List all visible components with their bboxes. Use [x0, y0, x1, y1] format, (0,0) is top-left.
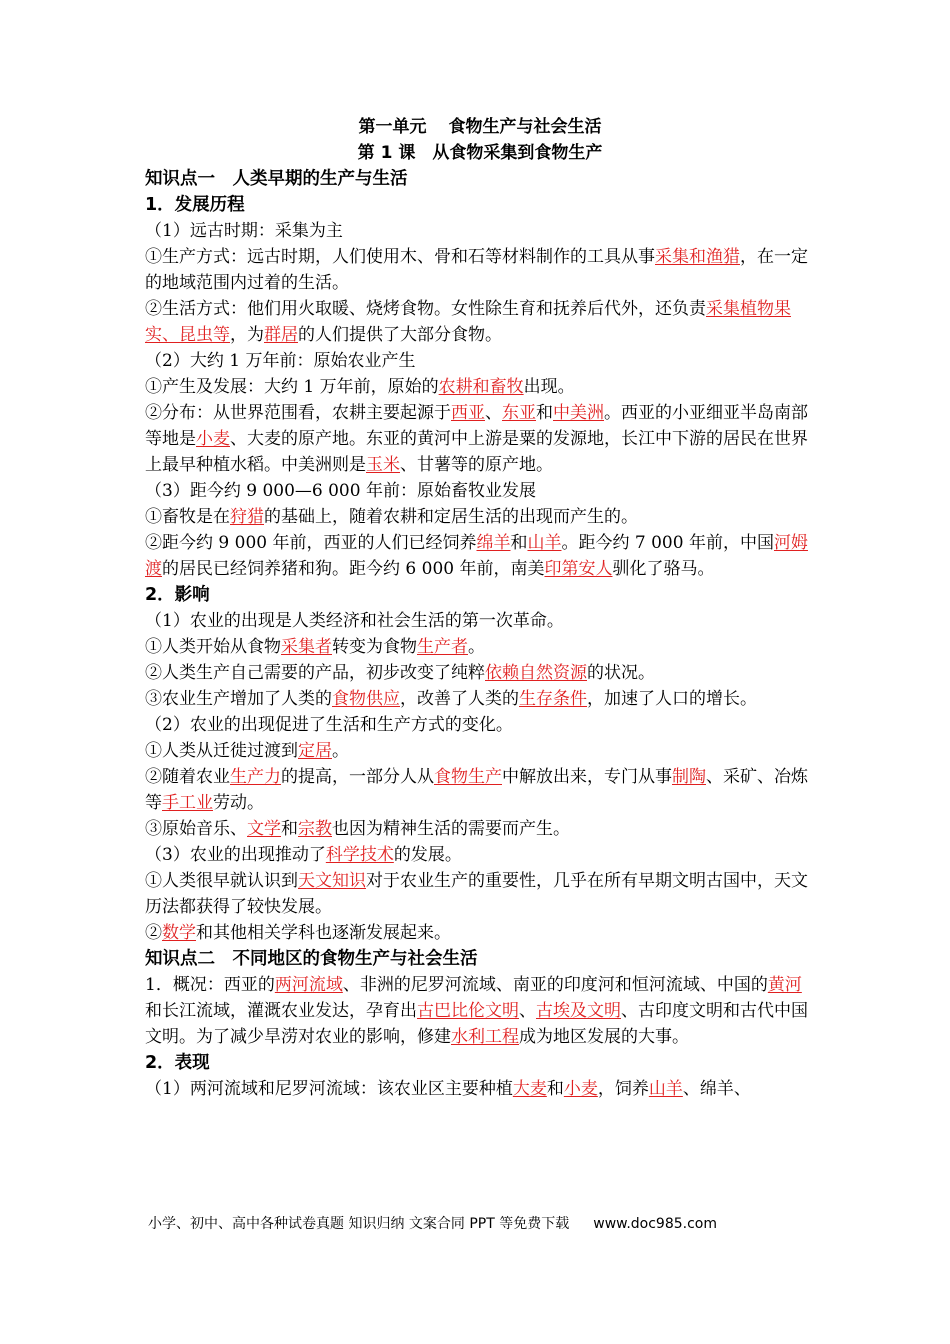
answer-text: 生产者	[417, 637, 468, 657]
footer-text: 小学、初中、高中各种试卷真题 知识归纳 文案合同 PPT 等免费下载	[148, 1216, 570, 1232]
paragraph	[145, 660, 815, 686]
answer-text: 黄河	[767, 975, 802, 995]
section-heading	[145, 582, 815, 608]
answer-text: 食物生产	[434, 767, 502, 787]
text-run: 、大麦的原产地。东亚的黄河中上游是粟的发源地，长江中下游的居民在世界上最早种植水稻。中美洲则是	[145, 429, 808, 475]
answer-text: 科学技术	[325, 845, 394, 865]
paragraph	[145, 868, 815, 920]
answer-text: 山羊	[527, 533, 562, 553]
text-run: 知识点二 不同地区的食物生产与社会生活	[145, 949, 478, 969]
unit-subtitle: 食物生产与社会生活	[448, 117, 602, 137]
document-body	[145, 166, 815, 1102]
text-run: ②分布：从世界范围看，农耕主要起源于	[145, 403, 451, 423]
text-run: ①生产方式：远古时期，人们使用木、骨和石等材料制作的工具从事	[145, 247, 655, 267]
answer-text: 采集植物果实、昆虫等	[145, 299, 791, 345]
answer-text: 西亚	[451, 403, 485, 423]
text-run: ①人类开始从食物	[145, 637, 281, 657]
answer-text: 绵羊	[476, 533, 511, 553]
footer-site[interactable]: www.doc985.com	[593, 1216, 717, 1232]
text-run: ，加速了人口的增长。	[587, 689, 757, 709]
text-run: 和其他相关学科也逐渐发展起来。	[196, 923, 451, 943]
paragraph	[145, 686, 815, 712]
text-run: 劳动。	[213, 793, 264, 813]
answer-text: 小麦	[196, 429, 230, 449]
paragraph	[145, 712, 815, 738]
text-run: 和长江流域，灌溉农业发达，孕育出	[145, 1001, 417, 1021]
text-run: ①人类从迁徙过渡到	[145, 741, 298, 761]
text-run: ②生活方式：他们用火取暖、烧烤食物。女性除生育和抚养后代外，还负责	[145, 299, 706, 319]
answer-text: 水利工程	[451, 1027, 519, 1047]
text-run: 1．发展历程	[145, 195, 245, 215]
paragraph	[145, 218, 815, 244]
text-run: （3）农业的出现推动了	[145, 845, 326, 865]
answer-text: 群居	[264, 325, 298, 345]
paragraph	[145, 504, 815, 530]
text-run: ，改善了人类的	[400, 689, 519, 709]
text-run: 也因为精神生活的需要而产生。	[332, 819, 570, 839]
answer-text: 古埃及文明	[536, 1001, 621, 1021]
answer-text: 古巴比伦文明	[417, 1001, 519, 1021]
text-run: 、甘薯等的原产地。	[400, 455, 553, 475]
answer-text: 手工业	[162, 793, 213, 813]
answer-text: 中美洲	[553, 403, 604, 423]
paragraph	[145, 764, 815, 816]
text-run: 和	[510, 533, 528, 553]
paragraph	[145, 296, 815, 348]
answer-text: 定居	[298, 741, 332, 761]
text-run: ①畜牧是在	[145, 507, 230, 527]
section-heading	[145, 1050, 815, 1076]
paragraph	[145, 842, 815, 868]
unit-title-line	[145, 114, 815, 140]
unit-title: 第一单元	[358, 117, 427, 137]
text-run: 、非洲的尼罗河流域、南亚的印度河和恒河流域、中国的	[342, 975, 768, 995]
text-run: 出现。	[523, 377, 575, 397]
paragraph	[145, 920, 815, 946]
text-run: ①人类很早就认识到	[145, 871, 298, 891]
text-run: ，在一定的地域范围内过着的生活。	[145, 247, 808, 293]
paragraph	[145, 478, 815, 504]
answer-text: 大麦	[512, 1079, 547, 1099]
text-run: ②距今约 9 000 年前，西亚的人们已经饲养	[145, 533, 477, 553]
text-run: 、采矿、冶炼等	[145, 767, 808, 813]
text-run: 。	[332, 741, 349, 761]
text-run: 驯化了骆马。	[612, 559, 715, 579]
lesson-title: 第 1 课 从食物采集到食物生产	[357, 143, 603, 163]
answer-text: 天文知识	[298, 871, 366, 891]
document-page	[145, 114, 815, 1102]
text-run: 2．表现	[145, 1053, 210, 1073]
answer-text: 制陶	[672, 767, 706, 787]
text-run: 和	[281, 819, 298, 839]
paragraph	[145, 530, 815, 582]
answer-text: 狩猎	[230, 507, 264, 527]
text-run: （3）距今约 9 000—6 000 年前：原始畜牧业发展	[145, 481, 536, 501]
text-run: ②随着农业	[145, 767, 230, 787]
text-run: 、	[485, 403, 502, 423]
text-run: 。距今约 7 000 年前，中国	[561, 533, 774, 553]
text-run: ②	[145, 923, 162, 943]
answer-text: 玉米	[366, 455, 400, 475]
answer-text: 文学	[247, 819, 281, 839]
text-run: ②人类生产自己需要的产品，初步改变了纯粹	[145, 663, 485, 683]
text-run: 、	[519, 1001, 536, 1021]
text-run: 的发展。	[393, 845, 462, 865]
answer-text: 依赖自然资源	[485, 663, 587, 683]
paragraph	[145, 608, 815, 634]
text-run: （1）两河流域和尼罗河流域：该农业区主要种植	[145, 1079, 513, 1099]
answer-text: 食物供应	[332, 689, 400, 709]
paragraph	[145, 816, 815, 842]
answer-text: 生存条件	[519, 689, 587, 709]
paragraph	[145, 1076, 815, 1102]
text-run: 转变为食物	[332, 637, 417, 657]
text-run: 成为地区发展的大事。	[519, 1027, 689, 1047]
text-run: 的提高，一部分人从	[281, 767, 434, 787]
text-run: 的状况。	[587, 663, 655, 683]
paragraph	[145, 374, 815, 400]
section-heading	[145, 946, 815, 972]
answer-text: 农耕和畜牧	[438, 377, 524, 397]
text-run: 。西亚的小亚细亚半岛南部等地是	[145, 403, 808, 449]
answer-text: 生产力	[230, 767, 281, 787]
text-run: ③原始音乐、	[145, 819, 247, 839]
text-run: （2）农业的出现促进了生活和生产方式的变化。	[145, 715, 513, 735]
answer-text: 印第安人	[544, 559, 613, 579]
text-run: 、绵羊、	[682, 1079, 751, 1099]
text-run: 知识点一 人类早期的生产与生活	[145, 169, 408, 189]
answer-text: 东亚	[502, 403, 536, 423]
text-run: 。	[468, 637, 485, 657]
section-heading	[145, 166, 815, 192]
text-run: 的人们提供了大部分食物。	[298, 325, 502, 345]
answer-text: 采集者	[281, 637, 332, 657]
text-run: 中解放出来，专门从事	[502, 767, 672, 787]
answer-text: 数学	[162, 923, 196, 943]
answer-text: 宗教	[298, 819, 332, 839]
answer-text: 小麦	[563, 1079, 598, 1099]
paragraph	[145, 634, 815, 660]
text-run: 和	[546, 1079, 564, 1099]
text-run: 、古印度文明和古代中国文明。为了减少旱涝对农业的影响，修建	[145, 1001, 808, 1047]
text-run: 的基础上，随着农耕和定居生活的出现而产生的。	[264, 507, 638, 527]
answer-text: 两河流域	[274, 975, 343, 995]
paragraph	[145, 348, 815, 374]
text-run: （2）大约 1 万年前：原始农业产生	[145, 351, 416, 371]
paragraph	[145, 400, 815, 478]
text-run: （1）远古时期：采集为主	[145, 221, 343, 241]
text-run: ，为	[230, 325, 264, 345]
answer-text: 采集和渔猎	[655, 247, 740, 267]
text-run: ①产生及发展：大约 1 万年前，原始的	[145, 377, 439, 397]
answer-text: 山羊	[648, 1079, 683, 1099]
text-run: 对于农业生产的重要性，几乎在所有早期文明古国中，天文历法都获得了较快发展。	[145, 871, 808, 917]
text-run: 和	[536, 403, 553, 423]
text-run: ③农业生产增加了人类的	[145, 689, 332, 709]
text-run: ，饲养	[597, 1079, 649, 1099]
text-run: 1．概况：西亚的	[145, 975, 275, 995]
page-footer	[148, 1213, 717, 1233]
text-run: 的居民已经饲养猪和狗。距今约 6 000 年前，南美	[162, 559, 545, 579]
text-run: 2．影响	[145, 585, 210, 605]
paragraph	[145, 972, 815, 1050]
paragraph	[145, 244, 815, 296]
paragraph	[145, 738, 815, 764]
answer-text: 河姆渡	[145, 533, 808, 579]
section-heading	[145, 192, 815, 218]
text-run: （1）农业的出现是人类经济和社会生活的第一次革命。	[145, 611, 564, 631]
